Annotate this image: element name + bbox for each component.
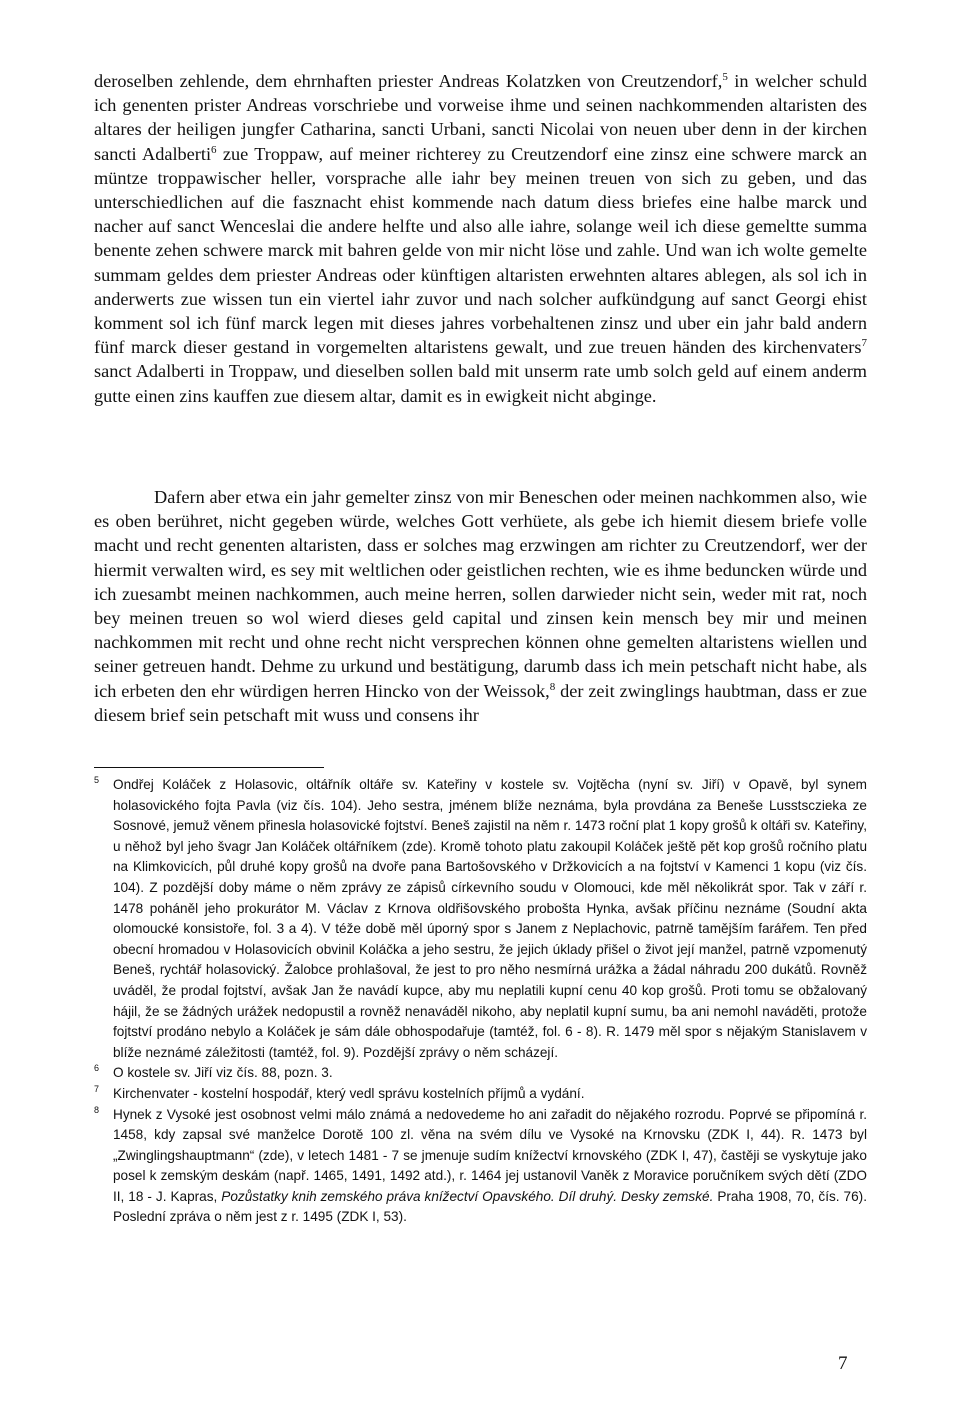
footnote-text <box>113 1105 867 1229</box>
paragraph-text: Dafern aber etwa ein jahr gemelter zinsz von mir Beneschen oder meinen nachkommen also, wie es oben berühret, nicht gegeben würde, welches Gott verhüete, als gebe ich hiemit diesem briefe volle macht und recht genenten altaristen, dass er solches mag erzwingen am richter zu Creutzendorf, wer der hiermit verwalten wird, es sey mit weltlichen oder geistlichen rechten, wie es ihme beduncken würde und ich zuesambt meinen nachkommen, auch meine herren, sollen darwieder nicht sein, weder mit rat, noch bey meinen treuen so wol wierd dieses geld capital und zinsen kein mensch bey mir und meinen nachkommen mit recht und ohne recht nicht versprechen können ohne gemelten altaristens wiellen und seiner getreuen handt. Dehme zu urkund und bestätigung, darumb dass ich mein petschaft nicht habe, als ich erbeten den ehr würdigen herren Hincko von der Weissok, <box>94 487 867 701</box>
footnote-ref-6[interactable]: 6 <box>211 143 217 156</box>
footnote-text: O kostele sv. Jiří viz čís. 88, pozn. 3. <box>113 1065 333 1081</box>
paragraph-1 <box>94 69 867 408</box>
footnote-number: 5 <box>94 775 100 785</box>
paragraph-text: deroselben zehlende, dem ehrnhaften priester Andreas Kolatzken von Creutzendorf, <box>94 71 723 91</box>
footnote-text-part: Praha 1908, 70, čís. 76). Poslední zpráva o něm jest z r. 1495 (ZDK I, 53). <box>113 1188 867 1225</box>
footnote-7 <box>94 1084 867 1105</box>
footnote-number: 7 <box>94 1083 100 1094</box>
footnote-text: Kirchenvater - kostelní hospodář, který vedl správu kostelních příjmů a vydání. <box>113 1085 585 1101</box>
paragraph-text: sanct Adalberti in Troppaw, und dieselben sollen bald mit unserm rate umb solch geld auf einem anderm gutte einen zins kauffen zue diesem altar, damit es in ewigkeit nicht abginge. <box>94 361 867 406</box>
footnote-8 <box>94 1105 867 1229</box>
footnote-5 <box>94 775 867 1063</box>
footnote-ref-8[interactable]: 8 <box>549 680 556 693</box>
footnote-text-part: Hynek z Vysoké jest osobnost velmi málo známá a nedovedeme ho ani zařadit do nějakého rozrodu. Poprvé se připomíná r. 1458, kdy zapsal své manželce Dorotě 100 zl. věna na svém dílu ve Vysoké na Krnovsku (ZDK I, 44). R. 1473 byl „Zwinglingshauptmann“ (zde), v letech 1481 - 7 se jmenuje sudím knížectví krnovského (ZDK I, 47), častěji se vyskytuje jako posel k zemským deskám (např. 1465, 1491, 1492 atd.), r. 1464 jej ustanovil Vaněk z Moravice poručníkem svých dětí (ZDO II, 18 - J. Kapras, <box>113 1106 867 1204</box>
footnote-text: Ondřej Koláček z Holasovic, oltářník oltáře sv. Kateřiny v kostele sv. Vojtěcha (nyní sv. Jiří) v Opavě, byl synem holasovického fojta Pavla (viz čís. 104). Jeho sestra, jménem blíže neznáma, byla provdána za Beneše Lusstsczieka ze Sosnové, jemuž věnem přinesla holasovické fojtství. Beneš zajistil na něm r. 1473 roční plat 1 kopy grošů k oltáři sv. Kateřiny, u něhož byl jeho švagr Jan Koláček oltářníkem (zde). Kromě tohoto platu zakoupil Koláček ještě pět kop grošů ročního platu na Klimkovicích, půl druhé kopy grošů na dvoře pana Bartošovského v Držkovicích a na fojtství v Kamenci 1 kopu (viz čís. 104). Z pozdější doby máme o něm zprávy ze zápisů církevního soudu v Olomouci, kde měl několikrát spor. Tak v září r. 1478 poháněl jeho prokurátor M. Václav z Krnova oldřišovského proboštа Hynka, avšak příčinu neznáme (Soudní akta olomoucké konsistoře, fol. 3 a 4). V téže době měl úporný spor s Janem z Neplachovic, patrně tamějším farářem. Ten před obecní hromadou v Holasovicích obvinil Koláčka a jeho sestru, že jejich úklady přišel o život její manžel, patrně vzpomenutý Beneš, rychtář holasovický. Žalobce prohlašoval, že jest to pro něho nesmírná urážka a žádal náhradu 200 dukátů. Rovněž uváděl, že prodal fojtství, avšak Jan že navádí kupce, aby mu neplatili kupní cenu 40 kop grošů. Proti tomu se obžalovaný hájil, že se žádných urážek nedopustil a rovněž nenaváděl nikoho, aby neplatil kupní sumu, ba ani nemohl naváděti, protože fojtství prodáno nebylo a Koláček je sám dále obhospodařuje (tamtéž, fol. 6 - 8). R. 1479 měl spor s nějakým Stanislavem v blíže neznámé záležitosti (tamtéž, fol. 9). Pozdější zprávy o něm scházejí. <box>113 777 867 1060</box>
book-title: Pozůstatky knih zemského práva knížectví Opavského. Díl druhý. Desky zemské. <box>221 1188 714 1204</box>
footnote-ref-5[interactable]: 5 <box>722 71 728 83</box>
footnote-divider <box>94 767 324 768</box>
footnote-ref-7[interactable]: 7 <box>861 337 867 350</box>
paragraph-2 <box>94 485 867 727</box>
paragraph-text: der zeit zwinglings haubtman, dass er zue diesem brief sein petschaft mit wuss und consens ihr <box>94 680 867 725</box>
footnotes-section <box>94 775 867 1228</box>
footnote-6 <box>94 1063 867 1084</box>
paragraph-text: in welcher schuld ich genenten prister Andreas vorschriebe und vorweise ihme und seinen nachkommenden altaristen des altares der heiligen jungfer Catharina, sancti Urbani, sancti Nicolai von neuen uber denn in der kirchen sancti Adalberti <box>94 71 867 164</box>
footnote-number: 6 <box>94 1063 100 1074</box>
footnote-number: 8 <box>94 1104 100 1115</box>
page-number: 7 <box>838 1353 848 1374</box>
paragraph-text: zue Troppaw, auf meiner richterey zu Creutzendorf eine zinsz eine schwere marck an müntze troppawischer heller, vorsprache alle iahr bey meinen treuen von sich zu geben, und das unterschiedlichen auf die fasznacht ehist kommende nach datum diess briefes eine halbe marck und nacher auf sanct Wenceslai die andere helfte und also alle iahre, solange weil ich diese gemeltte summa benente zehen schwere marck mit bahren gelde von mir nicht löse und zahle. Und wan ich wolte gemelte summam geldes dem priester Andreas oder künftigen altaristen erwehnten altares ablegen, als sol ich in anderwerts zue wissen tun ein viertel iahr zuvor und nach solcher aufkündgung auf sanct Georgi ehist komment sol ich fünf marck legen mit dieses jahres vorbehaltenen zinsz und uber ein jahr bald andern fünf marck dieser gestand in vorgemelten altaristens gewalt, und zue treuen händen des kirchenvaters <box>94 143 867 358</box>
